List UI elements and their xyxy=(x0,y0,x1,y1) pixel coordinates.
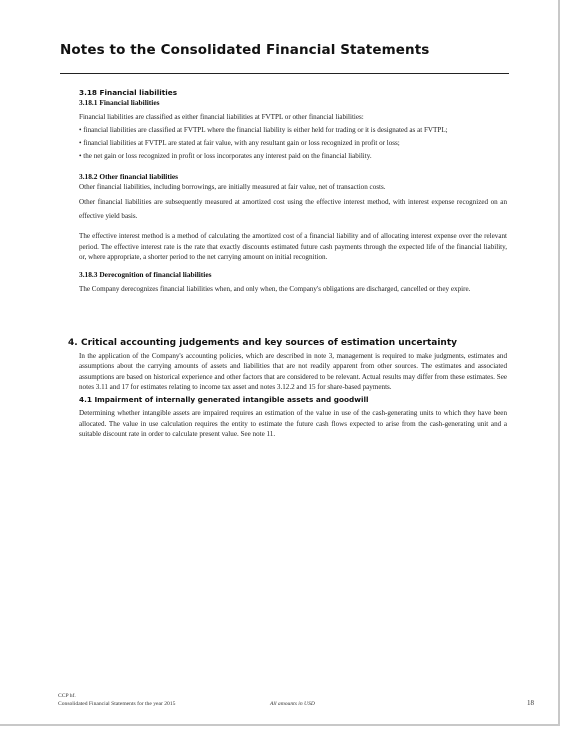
section-4-header xyxy=(68,338,508,348)
paragraph: Determining whether intangible assets are impaired requires an estimation of the value in use of the cash-generating units to which they have been allocated. The value in use calculation requires the entity to estimate the future cash flows expected to arise from the cash-generating unit and a suitable discount rate in order to calculate present value. See note 11. xyxy=(79,409,507,439)
paragraph: Other financial liabilities, including borrowings, are initially measured at fair value, net of transaction costs. xyxy=(79,183,386,192)
page-title: Notes to the Consolidated Financial Statements xyxy=(60,42,430,58)
subsection-3-18-1-heading: 3.18.1 Financial liabilities xyxy=(79,98,160,108)
paragraph: The effective interest method is a method of calculating the amortized cost of a financial liability and of allocating interest expense over the relevant period. The effective interest rate is the rate that exactly discounts estimated future cash payments through the expected life of the financial liability, or, where appropriate, a shorter period to the net carrying amount on initial recognition. xyxy=(79,232,507,261)
section-4-number: 4. xyxy=(68,338,78,348)
paragraph: Other financial liabilities are subsequently measured at amortized cost using the effective interest method, with interest expense recognized on an effective yield basis. xyxy=(79,198,507,221)
subsection-3-18-2-heading: 3.18.2 Other financial liabilities xyxy=(79,171,179,181)
footer-currency-note: All amounts in USD xyxy=(270,701,315,707)
bullet-item: • financial liabilities are classified at FVTPL where the financial liability is either held for trading or it is designated as at FVTPL; xyxy=(79,125,448,134)
footer-subtitle: Consolidated Financial Statements for the year 2015 xyxy=(58,700,176,707)
title-divider xyxy=(60,73,509,74)
paragraph: The Company derecognizes financial liabilities when, and only when, the Company's obligations are discharged, cancelled or they expire. xyxy=(79,284,471,293)
footer-company: CCP hf. xyxy=(58,693,76,699)
footer-company-block xyxy=(58,693,175,708)
subsection-3-18-3-heading: 3.18.3 Derecognition of financial liabilities xyxy=(79,270,212,280)
section-4-body xyxy=(79,351,507,439)
bullet-item: • financial liabilities at FVTPL are stated at fair value, with any resultant gain or loss recognized in profit or loss; xyxy=(79,139,400,148)
paragraph: In the application of the Company's accounting policies, which are described in note 3, management is required to make judgments, estimates and assumptions about the carrying amounts of assets and liabilities that are not readily apparent from other sources. The estimates and associated assumptions are based on historical experience and other factors that are considered to be relevant. Actual results may differ from these estimates. See notes 3.11 and 17 for estimates relating to income tax asset and notes 3.12.2 and 15 for share-based payments. xyxy=(79,352,507,391)
section-4-heading: Critical accounting judgements and key sources of estimation uncertainty xyxy=(81,338,458,348)
subsection-4-1-heading: 4.1 Impairment of internally generated intangible assets and goodwill xyxy=(79,395,369,405)
page-number: 18 xyxy=(527,699,534,707)
subsection-3-18-1-intro: Financial liabilities are classified as either financial liabilities at FVTPL or other financial liabilities: xyxy=(79,112,364,121)
section-3-18-heading: 3.18 Financial liabilities xyxy=(79,88,178,97)
bullet-item: • the net gain or loss recognized in profit or loss incorporates any interest paid on the financial liability. xyxy=(79,152,372,161)
section-3-18 xyxy=(79,88,507,294)
